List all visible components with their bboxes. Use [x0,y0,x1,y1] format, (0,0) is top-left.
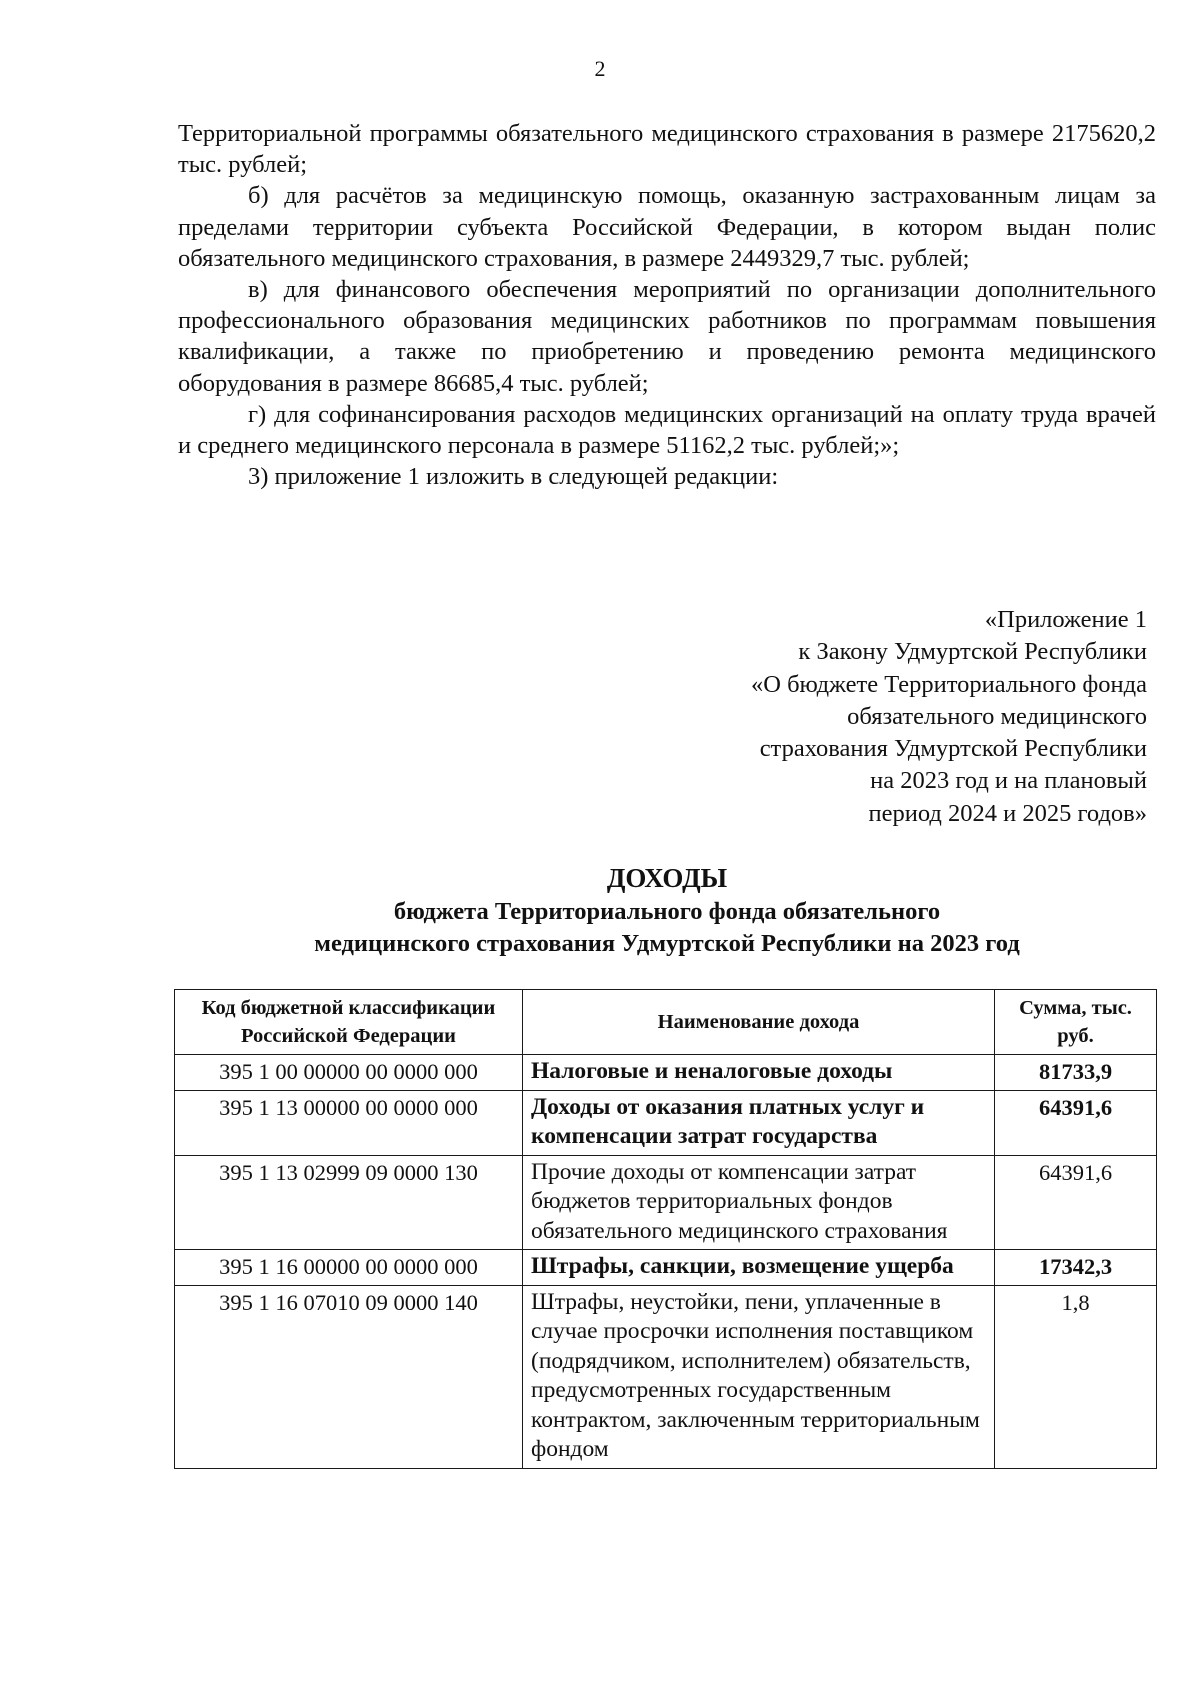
cell-sum: 1,8 [995,1285,1157,1468]
appendix-line: на 2023 год и на плановый [870,767,1147,795]
appendix-line: «О бюджете Территориального фонда [751,670,1147,698]
header-name: Наименование дохода [523,990,995,1055]
cell-code: 395 1 13 00000 00 0000 000 [175,1090,523,1155]
cell-code: 395 1 16 07010 09 0000 140 [175,1285,523,1468]
table-row [175,1155,1157,1250]
paragraph-a-continuation: Территориальной программы обязательного медицинского страхования в размере 2175620,2 тыс. рублей; [178,120,1156,179]
appendix-line: период 2024 и 2025 годов» [868,799,1147,827]
paragraph-b: б) для расчётов за медицинскую помощь, оказанную застрахованным лицам за пределами территории субъекта Российской Федерации, в котором выдан полис обязательного медицинского страхования, в размере 2449329,7 тыс. рублей; [178,182,1156,272]
cell-sum: 64391,6 [995,1155,1157,1250]
appendix-line: страхования Удмуртской Республики [759,735,1147,763]
title-main: ДОХОДЫ [606,863,728,893]
title-line-2: медицинского страхования Удмуртской Республики на 2023 год [314,930,1020,957]
paragraph-g: г) для софинансирования расходов медицинских организаций на оплату труда врачей и среднего медицинского персонала в размере 51162,2 тыс. рублей;»; [178,400,1156,460]
table-header-row [175,990,1157,1055]
cell-sum: 81733,9 [995,1055,1157,1091]
table-row [175,1285,1157,1468]
cell-name: Налоговые и неналоговые доходы [523,1055,995,1091]
cell-name: Штрафы, санкции, возмещение ущерба [523,1250,995,1286]
cell-name: Прочие доходы от компенсации затрат бюджетов территориальных фондов обязательного медицинского страхования [523,1155,995,1250]
page-number: 2 [594,56,606,81]
header-code: Код бюджетной классификации Российской Федерации [175,990,523,1055]
header-sum: Сумма, тыс. руб. [995,990,1157,1055]
cell-code: 395 1 16 00000 00 0000 000 [175,1250,523,1286]
appendix-line: к Закону Удмуртской Республики [798,638,1147,666]
body-text [178,118,1156,492]
income-table [174,989,1157,1469]
table-row [175,1055,1157,1091]
appendix-line: «Приложение 1 [984,606,1147,633]
cell-code: 395 1 00 00000 00 0000 000 [175,1055,523,1091]
appendix-line: обязательного медицинского [847,702,1147,730]
paragraph-item-3: 3) приложение 1 изложить в следующей редакции: [248,463,779,491]
paragraph-v: в) для финансового обеспечения мероприятий по организации дополнительного профессионального образования медицинских работников по программам повышения квалификации, а также по приобретению и проведению ремонта медицинского оборудования в размере 86685,4 тыс. рублей; [178,276,1156,397]
title-line-1: бюджета Территориального фонда обязательного [393,898,941,925]
cell-sum: 17342,3 [995,1250,1157,1286]
table-row [175,1090,1157,1155]
cell-code: 395 1 13 02999 09 0000 130 [175,1155,523,1250]
document-title [178,860,1156,960]
appendix-header [600,604,1147,830]
table-row [175,1250,1157,1286]
cell-name: Доходы от оказания платных услуг и компенсации затрат государства [523,1090,995,1155]
cell-sum: 64391,6 [995,1090,1157,1155]
cell-name: Штрафы, неустойки, пени, уплаченные в случае просрочки исполнения поставщиком (подрядчиком, исполнителем) обязательств, предусмотренных государственным контрактом, заключенным территориальным фондом [523,1285,995,1468]
